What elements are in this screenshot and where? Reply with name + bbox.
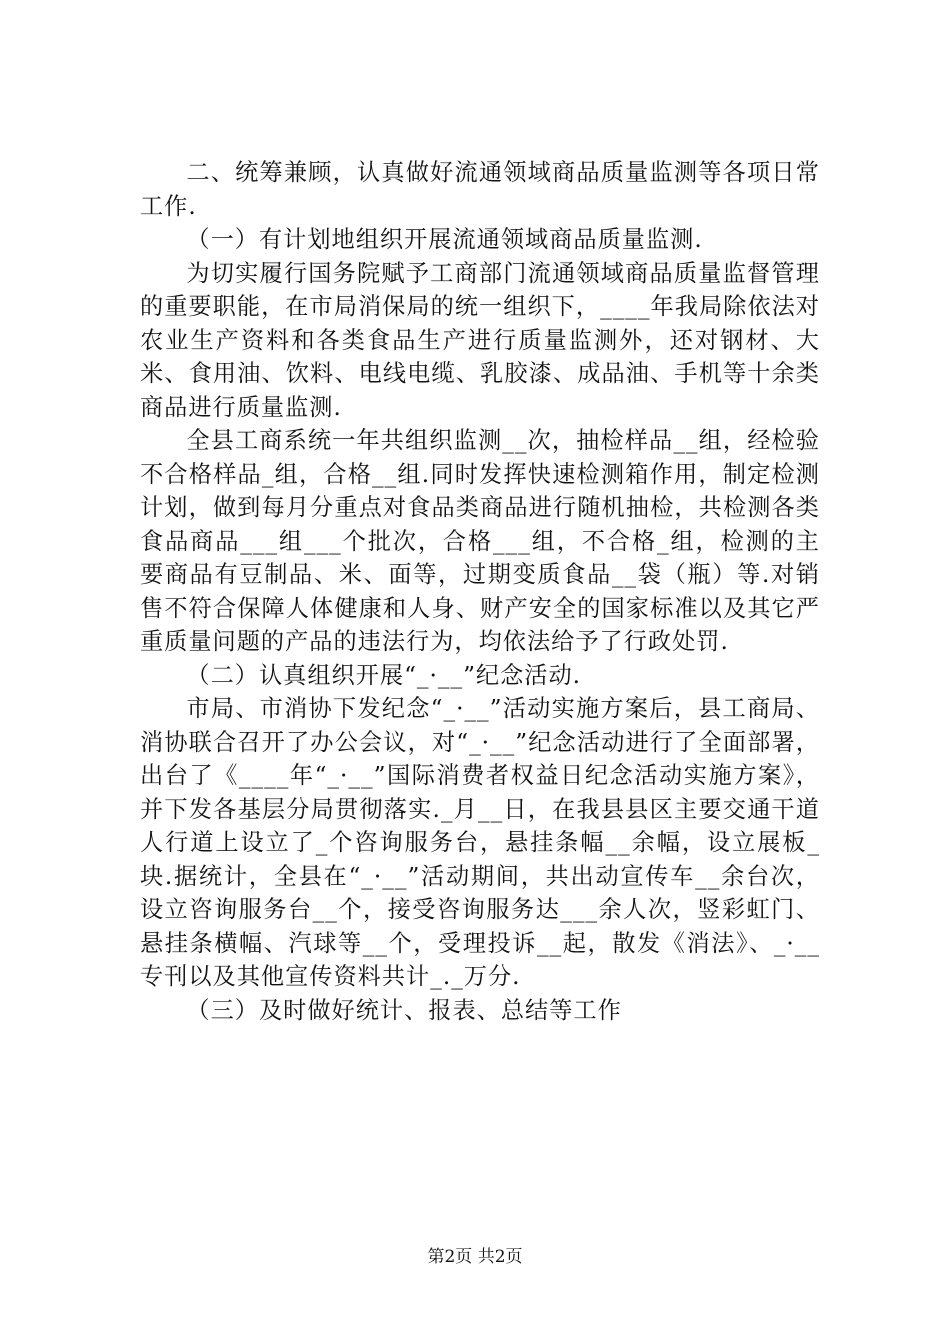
subsection-heading-1: （一）有计划地组织开展流通领域商品质量监测. (186, 226, 703, 253)
subsection-heading-3: （三）及时做好统计、报表、总结等工作 (186, 996, 622, 1024)
body-paragraph: 全县工商系统一年共组织监测__次，抽检样品__组，经检验不合格样品_组，合格__组.同时发挥快速检测箱作用，制定检测计划，做到每月分重点对食品类商品进行随机抽检，共检测各类食品商品___组___个批次，合格___组，不合格_组，检测的主要商品有豆制品、米、面等，过期变质食品__袋（瓶）等.对销售不符合保障人体健康和人身、财产安全的国家标准以及其它严重质量问题的产品的违法行为，均依法给予了行政处罚. (140, 427, 820, 655)
page-number: 第2页 共2页 (427, 1247, 523, 1267)
document-body (140, 156, 820, 1027)
page-footer (0, 1246, 950, 1268)
body-paragraph: 为切实履行国务院赋予工商部门流通领域商品质量监督管理的重要职能，在市局消保局的统一组织下，____年我局除依法对农业生产资料和各类食品生产进行质量监测外，还对钢材、大米、食用油、饮料、电线电缆、乳胶漆、成品油、手机等十余类商品进行质量监测. (140, 259, 820, 421)
body-paragraph: 市局、市消协下发纪念“_·__”活动实施方案后，县工商局、消协联合召开了办公会议，对“_·__”纪念活动进行了全面部署，出台了《____年“_·__”国际消费者权益日纪念活动实施方案》，并下发各基层分局贯彻落实._月__日，在我县县区主要交通干道人行道上设立了_个咨询服务台，悬挂条幅__余幅，设立展板_块.据统计，全县在“_·__”活动期间，共出动宣传车__余台次，设立咨询服务台__个，接受咨询服务达___余人次，竖彩虹门、悬挂条横幅、汽球等__个，受理投诉__起，散发《消法》、_·__专刊以及其他宣传资料共计_._万分. (140, 695, 820, 990)
subsection-heading-2: （二）认真组织开展“_·__”纪念活动. (186, 661, 582, 689)
section-heading: 二、统筹兼顾，认真做好流通领域商品质量监测等各项日常工作. (140, 159, 820, 220)
